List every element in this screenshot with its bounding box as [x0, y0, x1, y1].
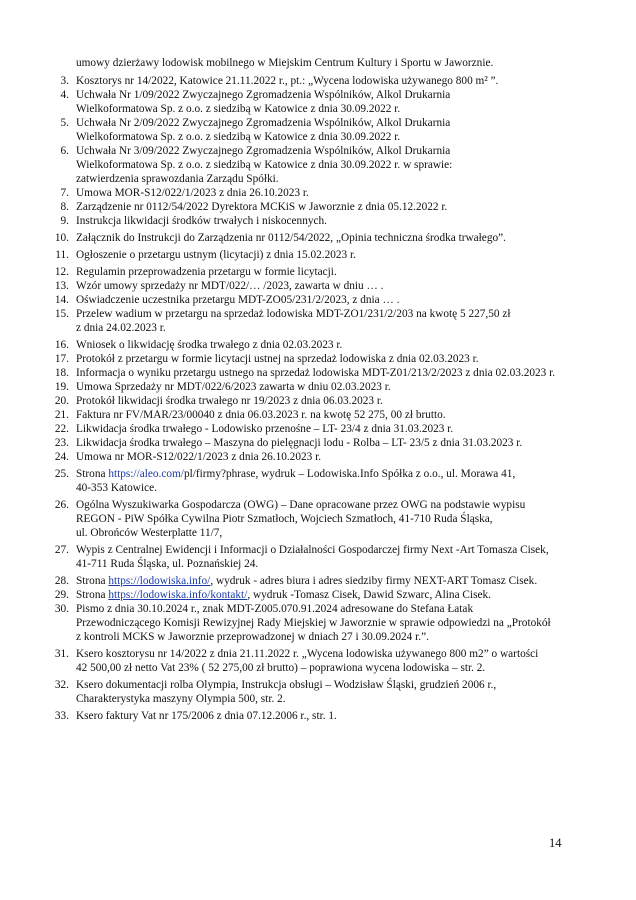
line-prefix: Strona: [76, 468, 109, 480]
list-item-line: 41-711 Ruda Śląska, ul. Poznańskiej 24.: [76, 558, 259, 570]
list-item-line: Umowa MOR-S12/022/1/2023 z dnia 26.10.2023 r.: [76, 187, 309, 199]
list-item-number: 12.: [54, 266, 69, 278]
list-item-line: Protokół likwidacji środka trwałego nr 19/2023 z dnia 06.03.2023 r.: [76, 395, 383, 407]
list-item-text: [76, 366, 580, 380]
list-item: [0, 394, 580, 408]
list-item-text: [76, 352, 580, 366]
list-item: [0, 436, 580, 450]
list-item-text: [76, 307, 580, 335]
continuation-line: umowy dzierżawy lodowisk mobilnego w Miejskim Centrum Kultury i Sportu w Jaworznie.: [76, 57, 494, 69]
list-item-number: 29.: [54, 589, 69, 601]
list-item-number: 26.: [54, 499, 69, 511]
list-item-number: 7.: [60, 187, 69, 199]
list-item-number: 33.: [54, 710, 69, 722]
list-item-line: Uchwała Nr 3/09/2022 Zwyczajnego Zgromadzenia Wspólników, Alkol Drukarnia: [76, 145, 451, 157]
list-item-line: Ksero dokumentacji rolba Olympia, Instrukcja obsługi – Wodzisław Śląski, grudzień 2006 r.,: [76, 679, 497, 691]
list-item-line: Wielkoformatowa Sp. z o.o. z siedzibą w Katowice z dnia 30.09.2022 r. w sprawie:: [76, 159, 453, 171]
list-item-text: [76, 380, 580, 394]
list-item-line: Zarządzenie nr 0112/54/2022 Dyrektora MCKiS w Jaworznie z dnia 05.12.2022 r.: [76, 201, 448, 213]
website-url[interactable]: https://aleo.com/: [108, 468, 184, 480]
list-item-number: 19.: [54, 381, 69, 393]
list-item: [0, 543, 580, 571]
list-item-line: z dnia 24.02.2023 r.: [76, 322, 166, 334]
line-suffix: pl/firmy?phrase, wydruk – Lodowiska.Info Spółka z o.o., ul. Morawa 41,: [183, 468, 516, 480]
list-item-number: 15.: [54, 308, 69, 320]
reference-list: [0, 74, 580, 723]
line-suffix: , wydruk -Tomasz Cisek, Dawid Szwarc, Alina Cisek.: [247, 589, 491, 601]
list-item-line: 40-353 Katowice.: [76, 482, 157, 494]
list-item-line: Załącznik do Instrukcji do Zarządzenia nr 0112/54/2022, „Opinia techniczna środka trwałego”.: [76, 232, 506, 244]
list-item-number: 9.: [60, 215, 69, 227]
list-item-text: [76, 602, 580, 644]
list-item-text: [76, 543, 580, 571]
list-item-text: [76, 186, 580, 200]
list-item-line: Umowa nr MOR-S12/022/1/2023 z dnia 26.10.2023 r.: [76, 451, 322, 463]
list-item: [0, 467, 580, 495]
list-item-number: 13.: [54, 280, 69, 292]
list-item-text: [76, 436, 580, 450]
list-item-text: [76, 422, 580, 436]
list-item: [0, 352, 580, 366]
list-item-line: Uchwała Nr 1/09/2022 Zwyczajnego Zgromadzenia Wspólników, Alkol Drukarnia: [76, 89, 451, 101]
list-item-line: Likwidacja środka trwałego - Lodowisko przenośne – LT- 23/4 z dnia 31.03.2023 r.: [76, 423, 454, 435]
list-item-line: Informacja o wyniku przetargu ustnego na sprzedaż lodowiska MDT-Z01/213/2/2023 z dnia 02.03.2023 r.: [76, 367, 556, 379]
list-item-number: 32.: [54, 679, 69, 691]
list-item-number: 17.: [54, 353, 69, 365]
list-item: [0, 88, 580, 116]
list-item-number: 31.: [54, 648, 69, 660]
list-item-text: [76, 265, 580, 279]
list-item-line: [76, 467, 580, 481]
list-item-number: 11.: [55, 249, 69, 261]
list-item: [0, 647, 580, 675]
list-item: [0, 450, 580, 464]
list-item-line: Wielkoformatowa Sp. z o.o. z siedzibą w Katowice z dnia 30.09.2022 r.: [76, 103, 401, 115]
list-item-line: Oświadczenie uczestnika przetargu MDT-ZO05/231/2/2023, z dnia … .: [76, 294, 400, 306]
list-item: [0, 678, 580, 706]
list-item: [0, 265, 580, 279]
list-item-text: [76, 293, 580, 307]
list-item-line: Umowa Sprzedaży nr MDT/022/6/2023 zawarta w dniu 02.03.2023 r.: [76, 381, 391, 393]
list-item-line: Wzór umowy sprzedaży nr MDT/022/… /2023, zawarta w dniu … .: [76, 280, 384, 292]
list-item-line: Ogłoszenie o przetargu ustnym (licytacji) z dnia 15.02.2023 r.: [76, 249, 356, 261]
list-item-text: [76, 74, 580, 88]
list-item-number: 27.: [54, 544, 69, 556]
list-item-number: 4.: [60, 89, 69, 101]
list-item-line: [76, 588, 580, 602]
list-item: [0, 498, 580, 540]
list-item: [0, 200, 580, 214]
list-item-line: Ksero kosztorysu nr 14/2022 z dnia 21.11.2022 r. „Wycena lodowiska używanego 800 m2” o wartości: [76, 648, 539, 660]
list-item-line: Ogólna Wyszukiwarka Gospodarcza (OWG) – Dane opracowane przez OWG na podstawie wypisu: [76, 499, 526, 511]
list-item-line: Wypis z Centralnej Ewidencji i Informacji o Działalności Gospodarczej firmy Next -Art Tomasza Cisek,: [76, 544, 549, 556]
list-item-text: [76, 279, 580, 293]
list-item-number: 6.: [60, 145, 69, 157]
list-item-text: [76, 214, 580, 228]
list-item-number: 30.: [54, 603, 69, 615]
list-item-text: [76, 248, 580, 262]
list-item-line: Kosztorys nr 14/2022, Katowice 21.11.2022 r., pt.: „Wycena lodowiska używanego 800 m² ”.: [76, 75, 499, 87]
list-item-text: [76, 709, 580, 723]
list-item-number: 20.: [54, 395, 69, 407]
list-item-line: Faktura nr FV/MAR/23/00040 z dnia 06.03.2023 r. na kwotę 52 275, 00 zł brutto.: [76, 409, 446, 421]
list-item: [0, 422, 580, 436]
list-item: [0, 293, 580, 307]
list-item-line: Przelew wadium w przetargu na sprzedaż lodowiska MDT-ZO1/231/2/203 na kwotę 5 227,50 zł: [76, 308, 511, 320]
list-item: [0, 144, 580, 186]
list-item-text: [76, 450, 580, 464]
list-item-line: Przewodniczącego Komisji Rewizyjnej Rady Miejskiej w Jaworznie w sprawie odpowiedzi na „Protokół: [76, 617, 551, 629]
line-prefix: Strona: [76, 575, 109, 587]
list-item-number: 8.: [60, 201, 69, 213]
list-item-number: 10.: [54, 232, 69, 244]
list-item: [0, 116, 580, 144]
list-item-line: Pismo z dnia 30.10.2024 r., znak MDT-Z005.070.91.2024 adresowane do Stefana Łatak: [76, 603, 474, 615]
list-item-line: Ksero faktury Vat nr 175/2006 z dnia 07.12.2006 r., str. 1.: [76, 710, 337, 722]
list-item: [0, 380, 580, 394]
line-suffix: , wydruk - adres biura i adres siedziby firmy NEXT-ART Tomasz Cisek.: [210, 575, 538, 587]
list-item-text: [76, 408, 580, 422]
list-item: [0, 588, 580, 602]
list-item-line: Regulamin przeprowadzenia przetargu w formie licytacji.: [76, 266, 337, 278]
list-item: [0, 231, 580, 245]
list-item: [0, 366, 580, 380]
list-item-line: Wielkoformatowa Sp. z o.o. z siedzibą w Katowice z dnia 30.09.2022 r.: [76, 131, 401, 143]
list-item-line: 42 500,00 zł netto Vat 23% ( 52 275,00 zł brutto) – poprawiona wycena lodowiska – str. 2.: [76, 662, 486, 674]
list-item-text: [76, 88, 580, 116]
list-item: [0, 307, 580, 335]
list-item-text: [76, 231, 580, 245]
list-item-number: 3.: [60, 75, 69, 87]
list-item-number: 28.: [54, 575, 69, 587]
list-item-text: [76, 678, 580, 706]
list-item: [0, 709, 580, 723]
line-prefix: Strona: [76, 589, 109, 601]
list-item-text: [76, 467, 580, 495]
list-item: [0, 408, 580, 422]
list-item-number: 5.: [60, 117, 69, 129]
list-item-line: Wniosek o likwidację środka trwałego z dnia 02.03.2023 r.: [76, 339, 343, 351]
website-link[interactable]: https://lodowiska.info/: [108, 575, 211, 587]
list-item-number: 23.: [54, 437, 69, 449]
list-item-text: [76, 574, 580, 588]
list-item-text: [76, 498, 580, 540]
list-item-text: [76, 200, 580, 214]
list-item-number: 22.: [54, 423, 69, 435]
list-item-line: Uchwała Nr 2/09/2022 Zwyczajnego Zgromadzenia Wspólników, Alkol Drukarnia: [76, 117, 451, 129]
list-item: [0, 214, 580, 228]
list-item-line: z kontroli MCKS w Jaworznie przeprowadzonej w dniach 27 i 30.09.2024 r.”.: [76, 631, 429, 643]
list-item: [0, 74, 580, 88]
list-item-line: zatwierdzenia sprawozdania Zarządu Spółki.: [76, 173, 279, 185]
list-item-line: Protokół z przetargu w formie licytacji ustnej na sprzedaż lodowiska z dnia 02.03.2023 r.: [76, 353, 479, 365]
list-item-line: Instrukcja likwidacji środków trwałych i niskocennych.: [76, 215, 327, 227]
list-item-text: [76, 116, 580, 144]
list-item-number: 16.: [54, 339, 69, 351]
list-item-line: Charakterystyka maszyny Olympia 500, str. 2.: [76, 693, 286, 705]
page-number: 14: [549, 836, 562, 850]
list-item-text: [76, 394, 580, 408]
list-item: [0, 574, 580, 588]
list-item-number: 18.: [54, 367, 69, 379]
list-item: [0, 186, 580, 200]
list-item-text: [76, 144, 580, 186]
list-item-line: Likwidacja środka trwałego – Maszyna do pielęgnacji lodu - Rolba – LT- 23/5 z dnia 31.03.2023 r.: [76, 437, 523, 449]
list-item-number: 25.: [54, 468, 69, 480]
list-item: [0, 248, 580, 262]
list-item-number: 24.: [54, 451, 69, 463]
website-link[interactable]: https://lodowiska.info/kontakt/: [108, 589, 248, 601]
list-item: [0, 279, 580, 293]
list-item-number: 21.: [54, 409, 69, 421]
list-item: [0, 602, 580, 644]
list-item-line: [76, 574, 580, 588]
list-item: [0, 338, 580, 352]
list-item-line: REGON - PiW Spółka Cywilna Piotr Szmatłoch, Wojciech Szmatłoch, 41-710 Ruda Śląska,: [76, 513, 493, 525]
list-item-number: 14.: [54, 294, 69, 306]
list-item-text: [76, 338, 580, 352]
list-item-text: [76, 647, 580, 675]
list-item-line: ul. Obrońców Westerplatte 11/7,: [76, 527, 223, 539]
list-item-text: [76, 588, 580, 602]
